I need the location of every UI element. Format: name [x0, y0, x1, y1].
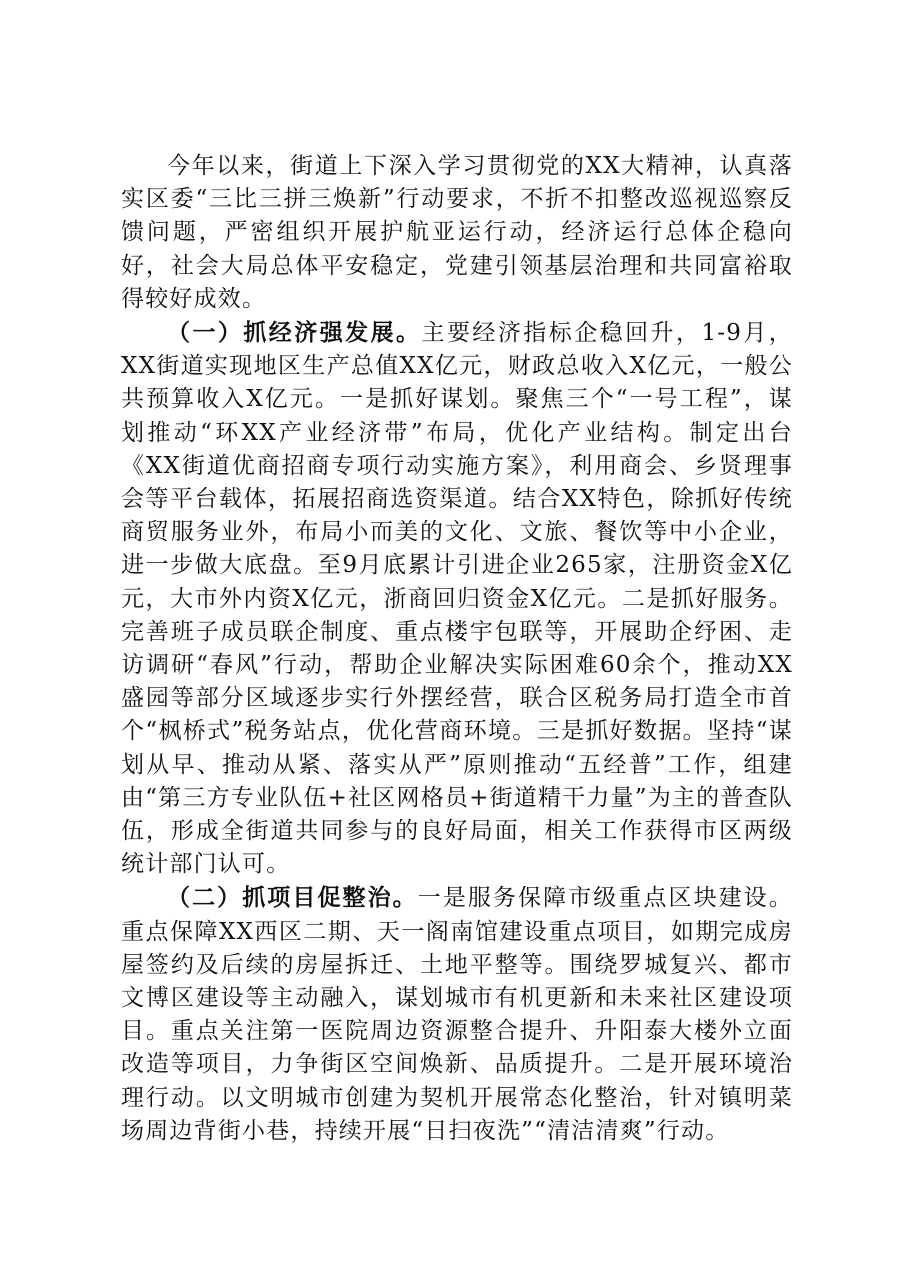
section-2-heading: （二）抓项目促整治。: [167, 884, 418, 912]
section-2-body: 一是服务保障市级重点区块建设。重点保障XX西区二期、天一阁南馆建设重点项目，如期完成房屋签约及后续的房屋拆迁、土地平整等。围绕罗城复兴、都市文博区建设等主动融入，谋划城市有机更新和未来社区建设项目。重点关注第一医院周边资源整合提升、升阳泰大楼外立面改造等项目，力争街区空间焕新、品质提升。二是开展环境治理行动。以文明城市创建为契机开展常态化整治，针对镇明菜场周边背街小巷，持续开展“日扫夜洗”“清洁清爽”行动。: [121, 885, 793, 1144]
document-body: [121, 150, 793, 1148]
section-1-paragraph: [121, 316, 793, 881]
section-1-heading: （一）抓经济强发展。: [167, 319, 422, 347]
section-1-body: 主要经济指标企稳回升，1-9月，XX街道实现地区生产总值XX亿元，财政总收入X亿元，一般公共预算收入X亿元。一是抓好谋划。聚焦三个“一号工程”，谋划推动“环XX产业经济带”布局，优化产业结构。制定出台《XX街道优商招商专项行动实施方案》，利用商会、乡贤理事会等平台载体，拓展招商选资渠道。结合XX特色，除抓好传统商贸服务业外，布局小而美的文化、文旅、餐饮等中小企业，进一步做大底盘。至9月底累计引进企业265家，注册资金X亿元，大市外内资X亿元，浙商回归资金X亿元。二是抓好服务。完善班子成员联企制度、重点楼宇包联等，开展助企纾困、走访调研“春风”行动，帮助企业解决实际困难60余个，推动XX盛园等部分区域逐步实行外摆经营，联合区税务局打造全市首个“枫桥式”税务站点，优化营商环境。三是抓好数据。坚持“谋划从早、推动从紧、落实从严”原则推动“五经普”工作，组建由“第三方专业队伍+社区网格员+街道精干力量”为主的普查队伍，形成全街道共同参与的良好局面，相关工作获得市区两级统计部门认可。: [121, 320, 793, 878]
intro-text: 今年以来，街道上下深入学习贯彻党的XX大精神，认真落实区委“三比三拼三焕新”行动要求，不折不扣整改巡视巡察反馈问题，严密组织开展护航亚运行动，经济运行总体企稳向好，社会大局总体平安稳定，党建引领基层治理和共同富裕取得较好成效。: [121, 153, 793, 312]
intro-paragraph: [121, 150, 793, 316]
section-2-paragraph: [121, 881, 793, 1148]
